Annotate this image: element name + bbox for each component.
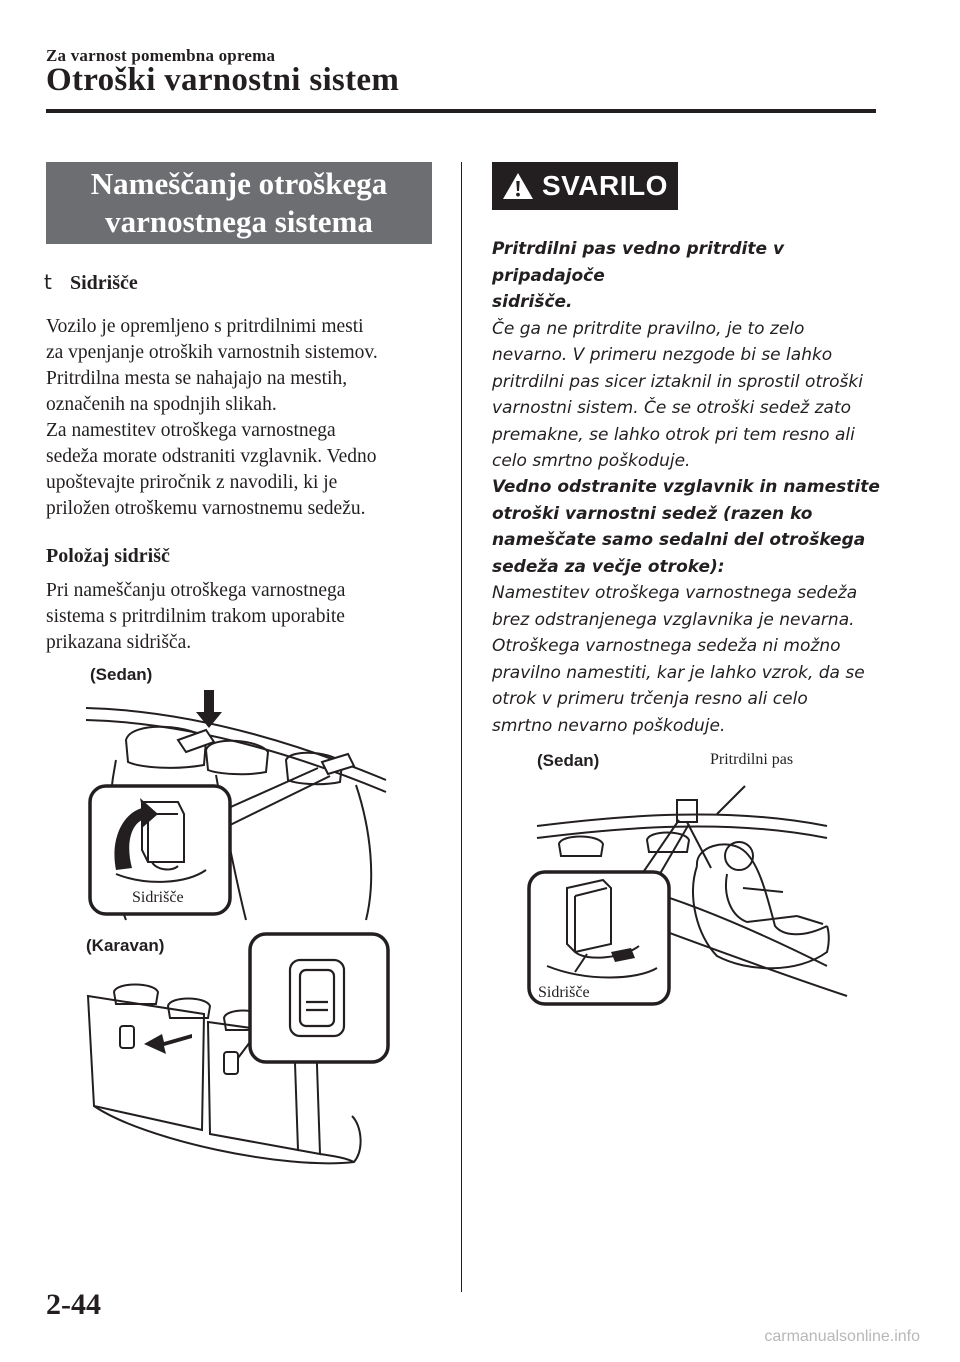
subheading-anchor [44, 270, 138, 295]
warn2-bold-line: sedeža za večje otroke): [492, 556, 725, 577]
figure-wagon-anchor-illustration [84, 930, 394, 1170]
section-heading-line2: varnostnega sistema [105, 204, 373, 239]
warn2-line: otrok v primeru trčenja resno ali celo [492, 689, 808, 709]
figure-callout-anchor: Sidrišče [538, 984, 590, 1001]
warn2-bold-line: otroški varnostni sedež (razen ko [492, 503, 813, 524]
subheading-anchor-position: Položaj sidrišč [46, 545, 170, 567]
page-number: 2-44 [46, 1288, 101, 1321]
section-heading-line1: Nameščanje otroškega [90, 166, 388, 201]
warn2-line: Namestitev otroškega varnostnega sedeža [492, 583, 858, 603]
warn2-line: smrtno nevarno poškoduje. [492, 715, 726, 736]
figure-sedan-tether-label: (Sedan) [537, 751, 600, 770]
warning-label: SVARILO [542, 170, 668, 201]
figure-child-seat-tether-illustration [527, 776, 857, 1008]
column-divider [461, 162, 462, 1292]
title-rule [46, 109, 876, 113]
para1-line: upoštevajte priročnik z navodili, ki je [46, 472, 338, 493]
warn1-line: varnostni sistem. Če se otroški sedež zato [492, 398, 852, 418]
para1-line: priložen otroškemu varnostnemu sedežu. [46, 498, 366, 519]
warn2-bold-line: nameščate samo sedalni del otroškega [492, 530, 866, 550]
para2-line: prikazana sidrišča. [46, 632, 192, 653]
section-heading-box [46, 162, 432, 244]
warning-triangle-icon [502, 172, 534, 200]
warn2-line: pravilno namestiti, kar je lahko vzrok, da se [492, 662, 865, 683]
paragraph-intro [46, 314, 456, 522]
subheading-text: Sidrišče [70, 272, 138, 294]
watermark: carmanualsonline.info [764, 1328, 920, 1345]
bullet-icon: t [44, 270, 52, 294]
warning-block-strap [492, 236, 882, 475]
para1-line: Pritrdilna mesta se nahajajo na mestih, [46, 368, 348, 389]
warn2-line: brez odstranjenega vzglavnika je nevarna. [492, 609, 855, 630]
warning-block-headrest [492, 474, 882, 739]
warn1-line: nevarno. V primeru nezgode bi se lahko [492, 345, 833, 365]
para1-line: Za namestitev otroškega varnostnega [46, 420, 336, 441]
warn1-line: celo smrtno poškoduje. [492, 451, 691, 471]
warn1-line: premakne, se lahko otrok pri tem resno ali [492, 424, 855, 445]
warn1-line: Če ga ne pritrdite pravilno, je to zelo [492, 318, 805, 339]
paragraph-anchor-position [46, 578, 456, 656]
para1-line: označenih na spodnjih slikah. [46, 394, 277, 415]
figure-sedan-anchor-illustration [86, 690, 396, 920]
warn2-bold-line: Vedno odstranite vzglavnik in namestite [492, 477, 880, 497]
page-title: Otroški varnostni sistem [46, 62, 400, 98]
warn1-bold-line: Pritrdilni pas vedno pritrdite v pripadajoče [492, 239, 785, 286]
para2-line: sistema s pritrdilnim trakom uporabite [46, 606, 345, 627]
para1-line: Vozilo je opremljeno s pritrdilnimi mesti [46, 316, 364, 337]
para2-line: Pri nameščanju otroškega varnostnega [46, 580, 346, 601]
section-name: Za varnost pomembna oprema [46, 46, 276, 65]
warn1-line: pritrdilni pas sicer iztaknil in sprostil otroški [492, 371, 863, 392]
figure-sedan-label: (Sedan) [90, 665, 153, 684]
para1-line: sedeža morate odstraniti vzglavnik. Vedno [46, 446, 377, 467]
figure-callout-strap: Pritrdilni pas [710, 751, 794, 768]
warning-badge [492, 162, 678, 210]
para1-line: za vpenjanje otroških varnostnih sistemov. [46, 342, 378, 363]
figure-wagon-label: (Karavan) [86, 936, 165, 955]
figure-sedan-callout-anchor: Sidrišče [132, 889, 184, 906]
warn2-line: Otroškega varnostnega sedeža ni možno [492, 636, 841, 656]
warn1-bold-line: sidrišče. [492, 292, 573, 312]
